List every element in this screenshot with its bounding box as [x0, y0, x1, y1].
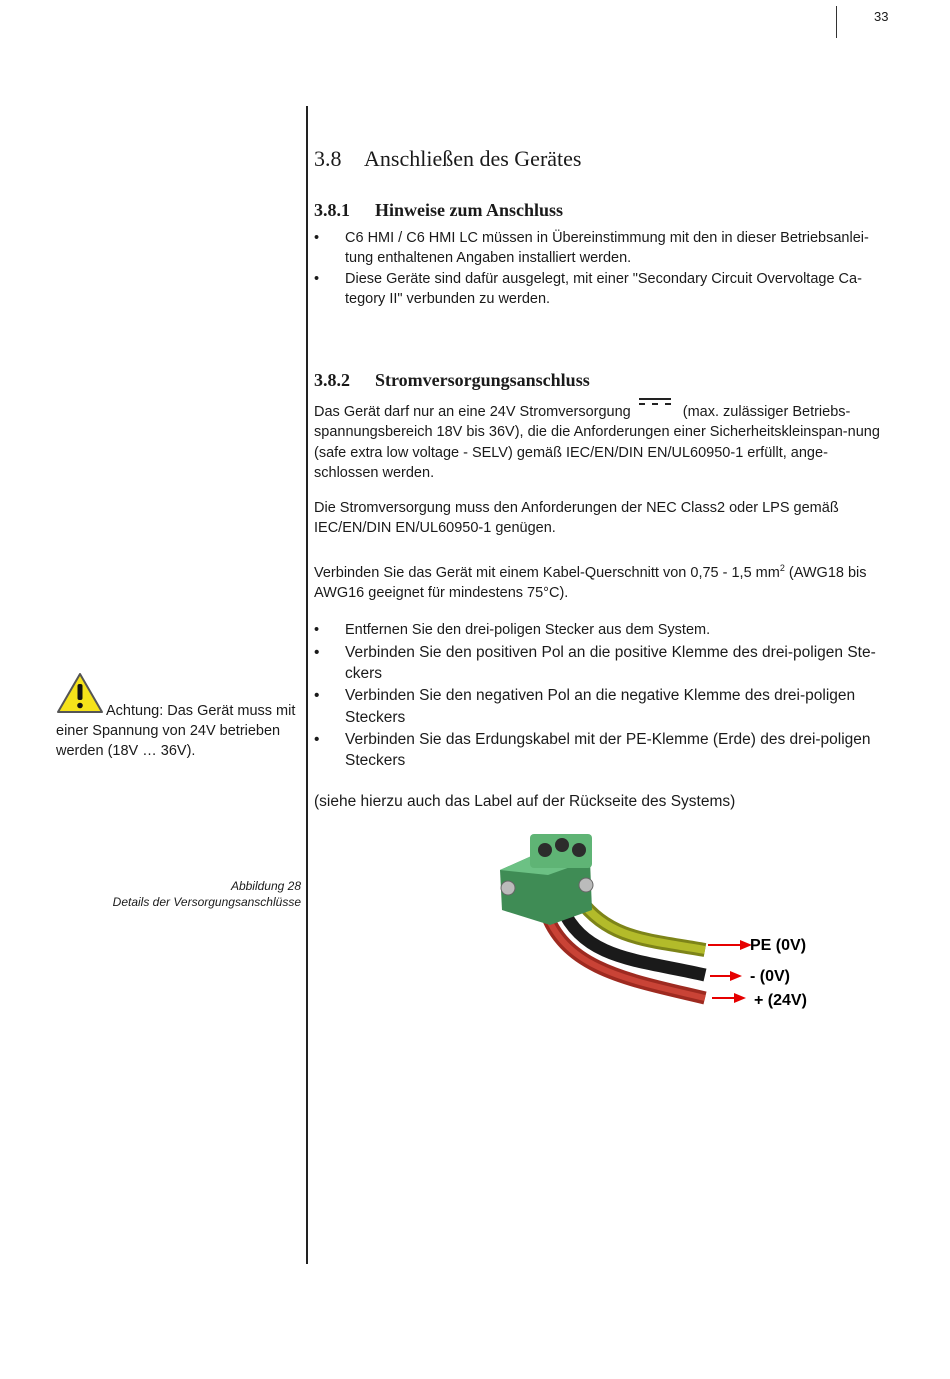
subsection-heading-hinweise [314, 200, 563, 221]
superscript-2: 2 [779, 563, 785, 573]
pe-label: PE (0V) [750, 937, 807, 954]
cable-text-end: (AWG18 bis AWG16 geeignet für mindestens 75°C). [314, 564, 867, 602]
figure-caption [113, 878, 301, 910]
subsection-heading-stromversorgung [314, 370, 590, 391]
paragraph-text-end: (max. zulässiger Betriebs-spannungsbereich 18V bis 36V), die die Anforderungen einer Sicherheitskleinspan-nung (safe extra low voltage - SELV) gemäß IEC/EN/DIN EN/UL60950-1 erfüllt, ange-schlossen werden. [314, 404, 880, 481]
list-item: • Entfernen Sie den drei-poligen Stecker aus dem System. [314, 620, 886, 642]
paragraph-text-start: Das Gerät darf nur an eine 24V Stromversorgung [314, 404, 631, 420]
dc-voltage-icon [637, 398, 673, 412]
subsection-title: Hinweise zum Anschluss [375, 200, 564, 220]
label-note: (siehe hierzu auch das Label auf der Rückseite des Systems) [314, 793, 736, 810]
installation-notes-list [314, 228, 884, 309]
page-number: 33 [874, 9, 889, 24]
list-item: • Diese Geräte sind dafür ausgelegt, mit einer "Secondary Circuit Overvoltage Ca-tegory II" verbunden zu werden. [314, 269, 884, 310]
header-rule [836, 6, 837, 38]
subsection-number: 3.8.2 [314, 370, 350, 390]
subsection-title: Stromversorgungsanschluss [375, 370, 590, 390]
warning-triangle-icon [56, 672, 104, 714]
list-item: • Verbinden Sie den negativen Pol an die negative Klemme des drei-poligen Steckers [314, 685, 886, 728]
section-number: 3.8 [314, 146, 342, 171]
power-connector-figure [490, 830, 830, 1030]
list-item: • Verbinden Sie den positiven Pol an die positive Klemme des drei-poligen Ste-ckers [314, 642, 886, 685]
cable-text-start: Verbinden Sie das Gerät mit einem Kabel-Querschnitt von 0,75 - 1,5 mm [314, 564, 780, 581]
screw-hole-icon [538, 843, 552, 857]
column-divider [306, 106, 308, 1264]
figure-title: Details der Versorgungsanschlüsse [112, 895, 301, 909]
subsection-number: 3.8.1 [314, 200, 350, 220]
section-title: Anschließen des Gerätes [364, 146, 582, 171]
mounting-screw-icon [501, 881, 515, 895]
figure-number: Abbildung 28 [230, 879, 301, 893]
list-item: • C6 HMI / C6 HMI LC müssen in Übereinstimmung mit den in dieser Betriebsanlei-tung enthaltenen Angaben installiert werden. [314, 228, 884, 269]
mounting-screw-icon [579, 878, 593, 892]
list-item: • Verbinden Sie das Erdungskabel mit der PE-Klemme (Erde) des drei-poligen Steckers [314, 729, 886, 772]
warning-text: Achtung: Das Gerät muss mit einer Spannung von 24V betrieben werden (18V … 36V). [56, 703, 296, 759]
screw-hole-icon [555, 838, 569, 852]
power-supply-paragraph [314, 398, 884, 483]
section-heading [314, 146, 581, 172]
warning-note [56, 672, 306, 761]
positive-label: + (24V) [754, 992, 807, 1009]
nec-class-paragraph: Die Stromversorgung muss den Anforderungen der NEC Class2 oder LPS gemäß IEC/EN/DIN EN/UL60950-1 genügen. [314, 500, 839, 537]
negative-label: - (0V) [750, 968, 790, 985]
cable-paragraph [314, 558, 889, 603]
connection-steps-list [314, 620, 886, 772]
screw-hole-icon [572, 843, 586, 857]
